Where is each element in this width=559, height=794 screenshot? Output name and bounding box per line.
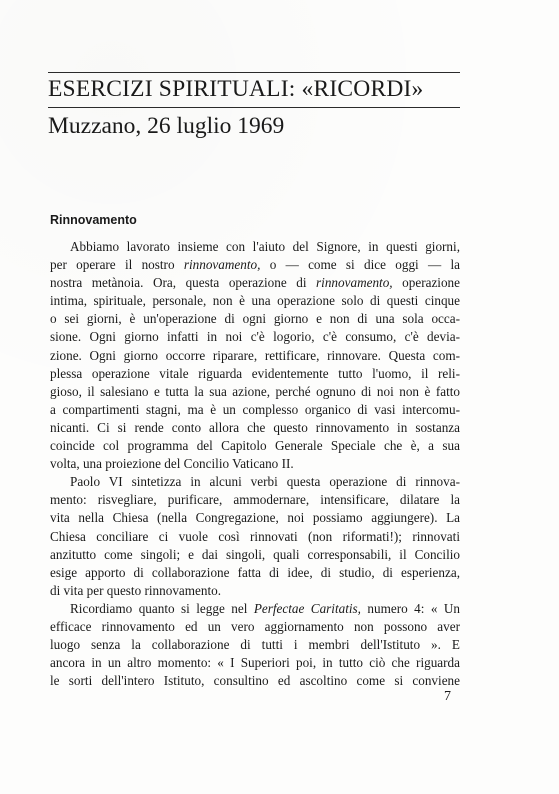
body-text: [50, 238, 460, 690]
text-line: ancora in un altro momento: « I Superiori poi, in tutto ciò che riguarda: [50, 655, 460, 671]
text-line: anzitutto come singoli; e dai singoli, quali corresponsabili, il Concilio: [50, 546, 460, 562]
text-line: nicanti. Ci si rende conto allora che questo rinnovamento in sostanza: [50, 419, 460, 435]
chapter-title: ESERCIZI SPIRITUALI: «RICORDI»: [48, 76, 424, 102]
text-line: volta, una proiezione del Concilio Vaticano II.: [50, 456, 294, 472]
text-line: efficace rinnovamento ed un vero aggiornamento non possono aver: [50, 618, 460, 634]
text-line: sione. Ogni giorno infatti in noi c'è logorio, c'è consumo, c'è devia-: [50, 329, 460, 345]
text-line: mento: risvegliare, purificare, ammodernare, intensificare, dilatare la: [50, 492, 460, 508]
text-line: coincide col programma del Capitolo Generale Speciale che è, a sua: [50, 438, 460, 454]
text-line: o sei giorni, è un'operazione di ogni giorno e non di una sola occa-: [50, 311, 460, 327]
text-line: esige apporto di collaborazione fatta di idee, di studio, di esperienza,: [50, 564, 460, 580]
text-line: le sorti dell'intero Istituto, consultino ed ascoltino come si conviene: [50, 673, 460, 689]
text-line: vita nella Chiesa (nella Congregazione, noi possiamo aggiungere). La: [50, 510, 460, 526]
text-line: Chiesa conciliare ci vuole così rinnovati (non riformati!); rinnovati: [50, 528, 460, 544]
text-line: intima, spirituale, personale, non è una operazione solo di questi cinque: [50, 293, 460, 309]
text-line: di vita per questo rinnovamento.: [50, 582, 222, 598]
text-line: Ricordiamo quanto si legge nel Perfectae Caritatis, numero 4: « Un: [70, 600, 460, 616]
title-bottom-rule: [48, 107, 460, 108]
text-line: nostra metànoia. Ora, questa operazione di rinnovamento, operazione: [50, 275, 460, 291]
page-number: 7: [444, 689, 451, 704]
chapter-subtitle: Muzzano, 26 luglio 1969: [48, 113, 285, 139]
text-line: luogo senza la collaborazione di tutti i membri dell'Istituto ». E: [50, 637, 460, 653]
text-line: a compartimenti stagni, ma è un complesso organico di vasi intercomu-: [50, 401, 460, 417]
title-top-rule: [48, 72, 460, 73]
text-line: plessa operazione vitale riguarda evidentemente tutto l'uomo, il reli-: [50, 365, 460, 381]
text-line: Paolo VI sintetizza in alcuni verbi questa operazione di rinnova-: [70, 474, 460, 490]
text-line: zione. Ogni giorno occorre riparare, rettificare, rinnovare. Questa com-: [50, 347, 460, 363]
text-line: per operare il nostro rinnovamento, o — come si dice oggi — la: [50, 257, 460, 273]
text-line: Abbiamo lavorato insieme con l'aiuto del Signore, in questi giorni,: [70, 239, 460, 254]
section-heading: Rinnovamento: [50, 213, 137, 227]
text-line: gioso, il salesiano e tutta la sua azione, perché ognuno di noi non è fatto: [50, 383, 460, 399]
